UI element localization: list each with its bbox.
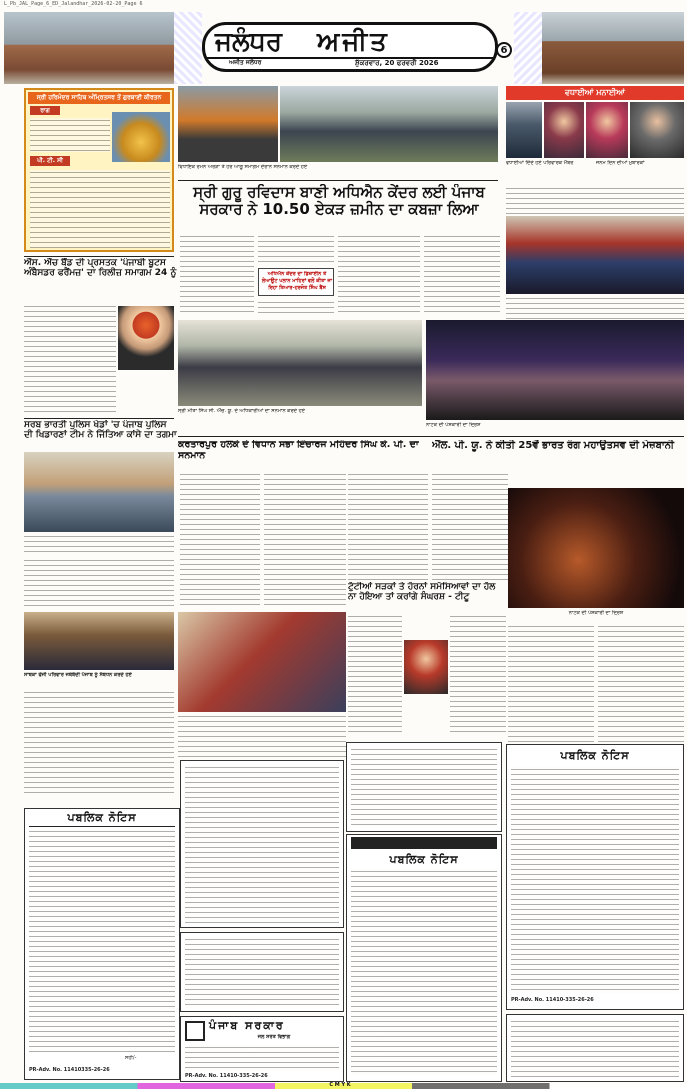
stage-caption: ਨਾਟਕ ਦੀ ਪੇਸ਼ਕਾਰੀ ਦਾ ਦ੍ਰਿਸ਼ <box>568 610 624 616</box>
masthead-left-photo <box>4 12 174 84</box>
masthead-right-photo <box>542 12 684 84</box>
masthead-pattern-right <box>514 12 542 84</box>
congrats-photo-2 <box>544 102 584 158</box>
page-number: 6 <box>496 42 512 58</box>
left-notice-title: ਪਬਲਿਕ ਨੋਟਿਸ <box>67 811 137 824</box>
center-notice-2 <box>346 742 502 832</box>
masthead-subtitle: ਅਜੀਤ ਜਲੰਧਰ <box>229 59 262 66</box>
center-group-photo <box>178 320 422 406</box>
center-main-headline: ਸ੍ਰੀ ਗੁਰੂ ਰਵਿਦਾਸ ਬਾਣੀ ਅਧਿਐਨ ਕੇਂਦਰ ਲਈ ਪੰਜਾਬ ਸਰਕਾਰ ਨੇ 10.50 ਏਕੜ ਜ਼ਮੀਨ ਦਾ ਕਬਜ਼ਾ ਲਿਆ <box>193 184 485 219</box>
congrats-photo-4 <box>630 102 684 158</box>
left-public-notice <box>24 808 180 1080</box>
center-subheadline: ਅਧਿਐਨ ਕੇਂਦਰ ਦਾ ਡਿਜ਼ਾਈਨ ਤੇ ਲੇਆਊਟ ਪਲਾਨ ਮਾਹਿਰਾਂ ਵਲੋਂ ਕੀਤਾ ਜਾ ਰਿਹਾ ਤਿਆਰ-ਹਰਜੋਤ ਸਿੰਘ ਬੈਂਸ <box>261 271 333 291</box>
right-caption-1: ਵਧਾਈਆਂ ਦਿੰਦੇ ਹੋਏ ਪਰਿਵਾਰਕ ਮੈਂਬਰ <box>506 160 574 166</box>
center-portrait <box>404 640 448 694</box>
congrats-banner: ਵਧਾਈਆਂ ਮਨਾਈਆਂ <box>506 86 684 100</box>
author-portrait <box>118 306 174 370</box>
print-meta-line: L_Pb_JAL_Page_6_ED_Jalandhar_2026-02-20_Page 6 <box>4 1 143 7</box>
center-photo-2 <box>280 86 498 162</box>
center-honour-photo <box>178 612 346 712</box>
center-notice-3 <box>180 932 344 1012</box>
right-award-photo <box>506 216 684 294</box>
left-caption-1: ਸਾਬਕਾ ਫੌਜੀ ਪਰਿਵਾਰ ਜਥੇਬੰਦੀ ਪੰਜਾਬ ਨੂੰ ਸੰਬੋਧਨ ਕਰਦੇ ਹੋਏ <box>24 672 132 678</box>
golden-temple-photo <box>112 112 170 162</box>
punjab-govt-ad <box>180 1016 344 1082</box>
left-headline-2: ਸਰਬ ਭਾਰਤੀ ਪੁਲਿਸ ਖੇਡਾਂ 'ਚ ਪੰਜਾਬ ਪੁਲਿਸ ਦੀ ਖਿਡਾਰਣਾਂ ਟੀਮ ਨੇ ਜਿੱਤਿਆ ਕਾਂਸੇ ਦਾ ਤਗਮਾ <box>24 420 177 441</box>
masthead-title-1: ਜਲੰਧਰ <box>215 27 283 57</box>
center-notice-1 <box>180 760 344 928</box>
right-notice-ref: PR-Adv. No. 11410-335-26-26 <box>511 997 594 1003</box>
lpu-stage-photo-1 <box>426 320 684 420</box>
gurbani-box-tag: ਪੀ. ਟੀ. ਸੀ <box>30 156 70 166</box>
right-notice-title: ਪਬਲਿਕ ਨੋਟਿਸ <box>560 749 630 762</box>
punjab-govt-title: ਪੰਜਾਬ ਸਰਕਾਰ <box>209 1019 285 1032</box>
punjab-govt-ref: PR-Adv. No. 11410-335-26-26 <box>185 1073 268 1079</box>
punjab-govt-dept: ਜਲ ਸਰੋਤ ਵਿਭਾਗ <box>257 1034 291 1040</box>
right-bottom-ad <box>506 1014 684 1082</box>
center-notice-title: ਪਬਲਿਕ ਨੋਟਿਸ <box>389 853 459 866</box>
masthead-title-2: ਅਜੀਤ <box>317 27 390 57</box>
center-headline-4: ਟੁੱਟੀਆਂ ਸੜਕਾਂ ਤੇ ਹੋਰਨਾਂ ਸਮੱਸਿਆਵਾਂ ਦਾ ਹੱਲ ਨਾ ਹੋਇਆ ਤਾਂ ਕਰਾਂਗੇ ਸੰਘਰਸ਼ - ਟੀਟੂ <box>348 582 496 603</box>
center-subheadline-box <box>258 268 334 296</box>
police-team-photo <box>24 452 174 532</box>
left-notice-ref: PR-Adv. No. 11410335-26-26 <box>29 1067 110 1073</box>
masthead <box>202 22 498 72</box>
congrats-photo-1 <box>506 102 542 158</box>
congrats-photo-3 <box>586 102 628 158</box>
center-photo-1 <box>178 86 278 162</box>
gurbani-box-title: ਸ੍ਰੀ ਹਰਿਮੰਦਰ ਸਾਹਿਬ ਅੰਮ੍ਰਿਤਸਰ ਤੋਂ ਗੁਰਬਾਣੀ ਕੀਰਤਨ <box>28 92 170 104</box>
center-headline-3: ਐੱਲ. ਪੀ. ਯੂ. ਨੇ ਕੀਤੀ 25ਵੇਂ ਭਾਰਤ ਰੰਗ ਮਹਾਉਤਸਵ ਦੀ ਮੇਜ਼ਬਾਨੀ <box>432 440 674 451</box>
left-headline-1: ਐੱਸ. ਐੱਚ ਬੈਂਡ ਦੀ ਪ੍ਰਸਤਕ 'ਪੰਜਾਬੀ ਬੂਟਸ ਅੰਬੈਸਡਰ ਫਰੈਂਮਜ਼' ਦਾ ਰਿਲੀਜ਼ ਸਮਾਗਮ 24 ਨੂੰ <box>24 258 177 279</box>
left-notice-sign: ਸਹੀ/- <box>125 1055 137 1061</box>
masthead-pattern-left <box>174 12 202 84</box>
lpu-stage-photo-2 <box>508 488 684 608</box>
gurbani-box-sub: ਰਾਗ <box>30 106 60 115</box>
center-headline-2: ਕਰਤਾਰਪੁਰ ਹਲਕੇ ਦੇ ਵਿਧਾਨ ਸਭਾ ਇੰਚਾਰਜ ਮਹਿੰਦਰ ਸਿੰਘ ਕੇ. ਪੀ. ਦਾ ਸਨਮਾਨ <box>178 440 419 461</box>
punjab-govt-emblem <box>185 1021 205 1041</box>
lpu-caption: ਨਾਟਕ ਦੀ ਪੇਸ਼ਕਾਰੀ ਦਾ ਦ੍ਰਿਸ਼ <box>426 422 481 428</box>
right-caption-2: ਜਨਮ ਦਿਨ ਦੀਆਂ ਮੁਬਾਰਕਾਂ <box>596 160 645 166</box>
center-top-caption: ਵਿਧਾਇਕ ਰਮਨ ਅਰੋੜਾ ਤੇ ਹੋਰ ਆਗੂ ਸਮਾਗਮ ਦੌਰਾਨ ਸਨਮਾਨ ਕਰਦੇ ਹੋਏ <box>178 164 308 170</box>
color-strip-label: C M Y K <box>329 1082 351 1088</box>
right-public-notice <box>506 744 684 1010</box>
gurbani-box <box>24 88 174 252</box>
masthead-date: ਸ਼ੁੱਕਰਵਾਰ, 20 ਫਰਵਰੀ 2026 <box>355 59 439 67</box>
group-photo-left <box>24 612 174 670</box>
center-mid-caption: ਸ੍ਰੀ ਮੀਤਾ ਸਿੰਘ ਸੀ. ਐੱਚ. ਯੂ. ਦੇ ਅਧਿਕਾਰੀਆਂ ਦਾ ਸਨਮਾਨ ਕਰਦੇ ਹੋਏ <box>178 408 305 414</box>
center-public-notice <box>346 834 502 1082</box>
